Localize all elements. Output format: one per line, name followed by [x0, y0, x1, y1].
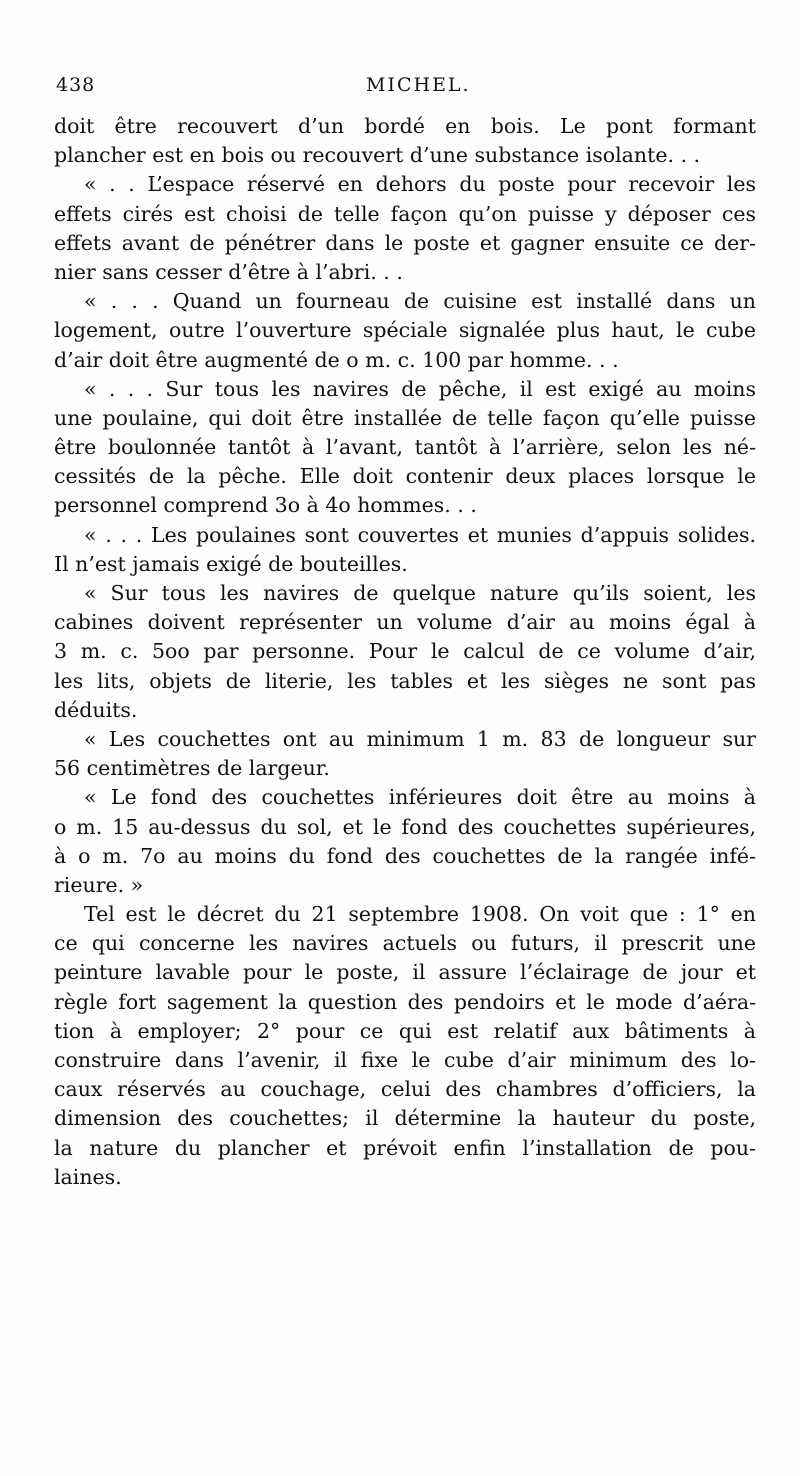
text-line: effets avant de pénétrer dans le poste et gagner ensuite ce der- [54, 230, 756, 255]
text-line: laines. [54, 1164, 122, 1189]
text-line: les lits, objets de literie, les tables et les sièges ne sont pas [54, 668, 756, 693]
text-line: « . . . Les poulaines sont couvertes et munies d’appuis solides. [84, 522, 756, 547]
text-line: ce qui concerne les navires actuels ou futurs, il prescrit une [54, 931, 756, 956]
text-line: o m. 15 au-dessus du sol, et le fond des couchettes supérieures, [54, 814, 756, 839]
text-line: « Les couchettes ont au minimum 1 m. 83 de longueur sur [84, 726, 756, 751]
text-line: tion à employer; 2° pour ce qui est relatif aux bâtiments à [54, 1018, 756, 1043]
text-line: peinture lavable pour le poste, il assure l’éclairage de jour et [54, 960, 756, 985]
body-text [54, 112, 756, 1192]
text-line: 3 m. c. 5oo par personne. Pour le calcul de ce volume d’air, [54, 639, 756, 664]
text-line: d’air doit être augmenté de o m. c. 100 par homme. . . [54, 347, 619, 372]
text-line: effets cirés est choisi de telle façon qu’on puisse y déposer ces [54, 201, 756, 226]
text-line: une poulaine, qui doit être installée de telle façon qu’elle puisse [54, 405, 756, 430]
text-line: « . . . Sur tous les navires de pêche, il est exigé au moins [84, 376, 756, 401]
text-line: à o m. 7o au moins du fond des couchettes de la rangée infé- [54, 843, 756, 868]
text-line: « Sur tous les navires de quelque nature qu’ils soient, les [84, 581, 756, 605]
text-line: construire dans l’avenir, il fixe le cube d’air minimum des lo- [54, 1048, 756, 1072]
text-line: plancher est en bois ou recouvert d’une substance isolante. . . [54, 143, 701, 168]
text-line: Il n’est jamais exigé de bouteilles. [54, 551, 408, 576]
text-line: déduits. [54, 697, 138, 722]
text-line: caux réservés au couchage, celui des chambres d’officiers, la [54, 1077, 756, 1102]
text-line: « Le fond des couchettes inférieures doit être au moins à [84, 785, 756, 810]
page-header [56, 74, 750, 104]
text-line: personnel comprend 3o à 4o hommes. . . [54, 493, 477, 518]
text-line: nier sans cesser d’être à l’abri. . . [54, 259, 403, 284]
page-number: 438 [56, 74, 96, 96]
text-line: dimension des couchettes; il détermine la hauteur du poste, [54, 1106, 756, 1131]
text-line: 56 centimètres de largeur. [54, 756, 330, 781]
text-line: doit être recouvert d’un bordé en bois. Le pont formant [54, 114, 756, 138]
text-line: « . . . Quand un fourneau de cuisine est installé dans un [84, 289, 756, 314]
text-line: « . . L’espace réservé en dehors du poste pour recevoir les [84, 172, 756, 197]
text-line: la nature du plancher et prévoit enfin l’installation de pou- [54, 1135, 756, 1160]
text-line: rieure. » [54, 872, 144, 897]
text-line: être boulonnée tantôt à l’avant, tantôt à l’arrière, selon les né- [54, 435, 756, 460]
text-line: Tel est le décret du 21 septembre 1908. On voit que : 1° en [84, 902, 756, 927]
text-line: règle fort sagement la question des pendoirs et le mode d’aéra- [54, 989, 756, 1014]
running-head: MICHEL. [366, 74, 471, 96]
text-line: cabines doivent représenter un volume d’air au moins égal à [54, 610, 756, 635]
text-line: logement, outre l’ouverture spéciale signalée plus haut, le cube [54, 318, 756, 343]
text-line: cessités de la pêche. Elle doit contenir deux places lorsque le [54, 464, 756, 489]
